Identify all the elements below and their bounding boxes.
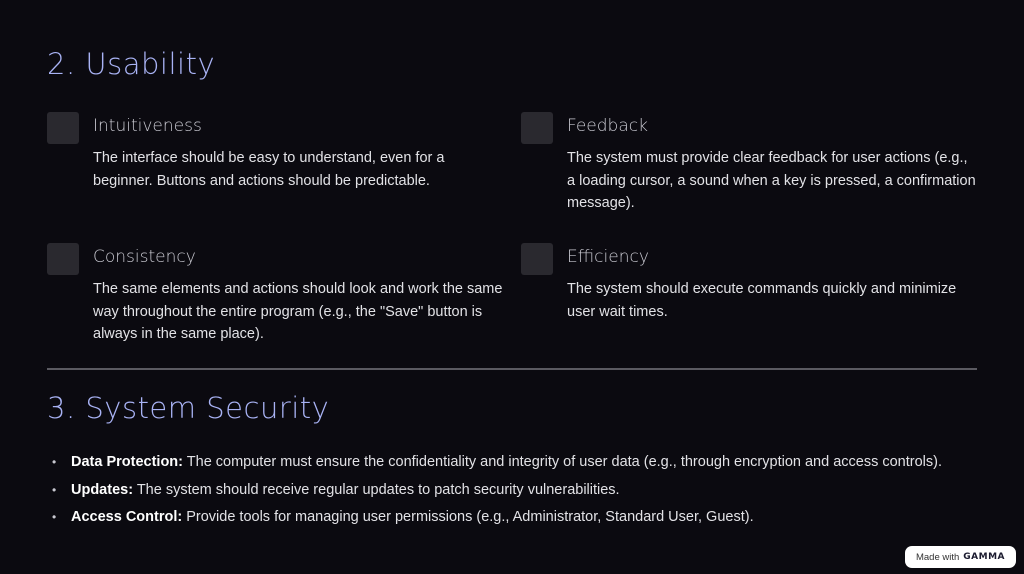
list-item [47, 504, 997, 532]
made-with-gamma-badge[interactable] [905, 546, 1016, 568]
card-text: The system must provide clear feedback for user actions (e.g., a loading cursor, a sound when a key is pressed, a confirmation message). [567, 150, 976, 211]
bullet-text: The system should receive regular updates to patch security vulnerabilities. [133, 481, 620, 498]
bullet-term: Access Control: [71, 509, 183, 525]
bullet-icon: • [52, 455, 57, 469]
card-title: Consistency [93, 247, 196, 267]
card-title: Intuitiveness [93, 116, 202, 136]
card-title: Efficiency [567, 247, 649, 267]
security-section-title: 3. System Security [47, 391, 330, 425]
card-text: The system should execute commands quickly and minimize user wait times. [567, 281, 957, 320]
placeholder-square-icon [521, 112, 553, 144]
bullet-term: Data Protection: [71, 454, 183, 470]
list-item [47, 449, 997, 477]
security-bullet-list [47, 449, 997, 532]
bullet-icon: • [52, 510, 57, 524]
badge-prefix: Made with [915, 551, 960, 563]
card-title: Feedback [567, 116, 648, 136]
list-item [47, 477, 997, 505]
bullet-icon: • [52, 482, 57, 497]
usability-section-title: 2. Usability [47, 47, 216, 81]
bullet-text: Provide tools for managing user permissions (e.g., Administrator, Standard User, Guest). [182, 509, 754, 525]
card-text: The interface should be easy to understand, even for a beginner. Buttons and actions should be predictable. [93, 150, 445, 189]
bullet-term: Updates: [71, 481, 134, 498]
gamma-logo: GAMMA [963, 552, 1006, 562]
placeholder-square-icon [521, 243, 553, 275]
placeholder-square-icon [47, 112, 79, 144]
placeholder-square-icon [47, 243, 79, 275]
card-text: The same elements and actions should look and work the same way throughout the entire program (e.g., the "Save" button is always in the same place). [93, 281, 503, 342]
bullet-text: The computer must ensure the confidentiality and integrity of user data (e.g., through encryption and access controls). [183, 454, 942, 470]
section-divider [47, 368, 977, 370]
